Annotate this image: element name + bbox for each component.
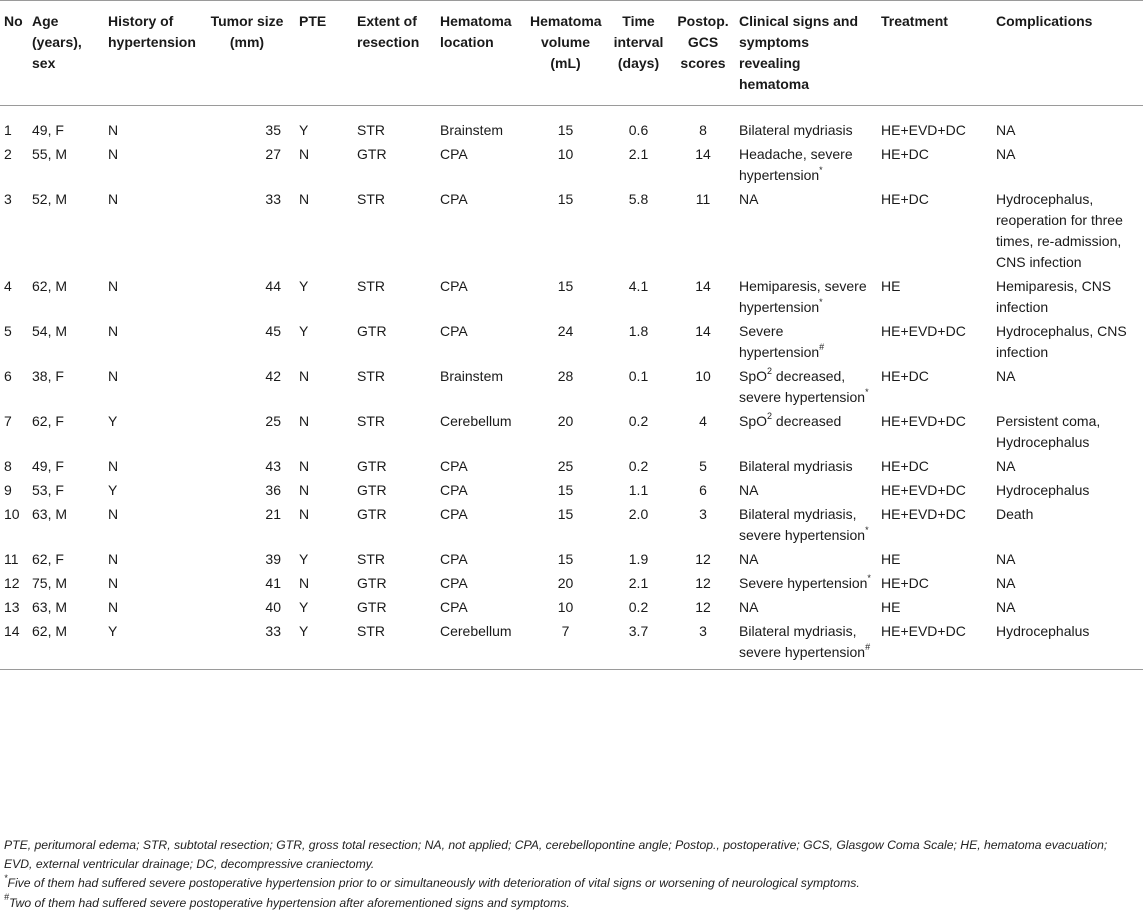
cell-time-interval: 1.1 [628,482,649,498]
cell-time-interval: 0.1 [628,368,649,384]
cell-clinical-signs: Bilateral mydriasis, severe hypertension# [739,623,871,660]
footnote-hash-mark: # [4,892,10,903]
cell-pte: Y [299,122,309,138]
cell-tumor-size: 36 [265,482,281,498]
cell-treatment: HE+EVD+DC [881,506,966,522]
cell-clinical-signs: Bilateral mydriasis [739,458,853,474]
header-hematoma-location: Hematoma location [436,1,526,106]
cell-hematoma-volume: 28 [557,368,574,384]
cell-age-sex: 63, M [32,599,68,615]
cell-age-sex: 62, F [32,551,64,567]
cell-tumor-size: 43 [265,458,281,474]
cell-complications: Death [996,506,1034,522]
cell-complications: Hydrocephalus [996,482,1090,498]
cell-hematoma-location: CPA [440,278,468,294]
cell-complications: NA [996,599,1016,615]
cell-extent-resection: GTR [357,599,387,615]
header-extent-resection: Extent of resection [353,1,436,106]
cell-gcs-score: 14 [695,323,711,339]
cell-time-interval: 1.8 [628,323,649,339]
cell-gcs-score: 12 [695,575,711,591]
cell-no: 3 [4,191,12,207]
cell-time-interval: 0.2 [628,413,649,429]
cell-pte: N [299,482,310,498]
cell-hematoma-volume: 20 [557,413,574,429]
cell-history-hypertension: N [108,506,119,522]
cell-no: 14 [4,623,20,639]
cell-hematoma-volume: 15 [557,551,574,567]
cell-pte: Y [299,623,309,639]
header-clinical-signs: Clinical signs and symptoms revealing hematoma [735,1,877,106]
cell-complications: Persistent coma, Hydrocephalus [996,413,1101,450]
table-body [0,106,1143,670]
cell-treatment: HE+EVD+DC [881,482,966,498]
cell-hematoma-volume: 15 [557,122,574,138]
cell-pte: Y [299,323,309,339]
cell-tumor-size: 33 [265,623,281,639]
header-hematoma-volume: Hematoma volume (mL) [526,1,606,106]
cell-time-interval: 2.1 [628,146,649,162]
header-complications: Complications [992,1,1143,106]
cell-time-interval: 0.2 [628,599,649,615]
cell-gcs-score: 6 [699,482,707,498]
cell-tumor-size: 45 [265,323,281,339]
cell-tumor-size: 44 [265,278,281,294]
cell-hematoma-location: CPA [440,458,468,474]
cell-hematoma-location: CPA [440,146,468,162]
cell-gcs-score: 14 [695,146,711,162]
cell-no: 5 [4,323,12,339]
cell-history-hypertension: N [108,551,119,567]
cell-gcs-score: 12 [695,599,711,615]
cell-time-interval: 1.9 [628,551,649,567]
cell-treatment: HE+EVD+DC [881,623,966,639]
cell-clinical-signs: Bilateral mydriasis [739,122,853,138]
cell-gcs-score: 10 [695,368,711,384]
cell-hematoma-location: CPA [440,575,468,591]
cell-hematoma-location: CPA [440,551,468,567]
cell-hematoma-volume: 10 [557,146,574,162]
table-row [0,549,1143,573]
cell-age-sex: 49, F [32,122,64,138]
cell-age-sex: 53, F [32,482,64,498]
cell-gcs-score: 4 [699,413,707,429]
cell-gcs-score: 11 [695,191,711,207]
cell-history-hypertension: Y [108,482,118,498]
cell-history-hypertension: N [108,146,119,162]
cell-treatment: HE+DC [881,368,929,384]
cell-history-hypertension: N [108,599,119,615]
table-row [0,144,1143,189]
cell-no: 8 [4,458,12,474]
cell-extent-resection: GTR [357,506,387,522]
table-row [0,189,1143,276]
cell-no: 9 [4,482,12,498]
cell-clinical-signs: Severe hypertension* [739,573,871,591]
cell-no: 1 [4,122,12,138]
cell-history-hypertension: N [108,575,119,591]
table-row [0,456,1143,480]
table-row [0,480,1143,504]
cell-hematoma-location: Brainstem [440,122,504,138]
cell-complications: Hydrocephalus, reoperation for three times, re-admission, CNS infection [996,191,1123,270]
cell-complications: NA [996,146,1016,162]
table-row [0,411,1143,456]
cell-pte: N [299,506,310,522]
cell-hematoma-volume: 20 [557,575,574,591]
cell-hematoma-location: CPA [440,191,468,207]
cell-history-hypertension: Y [108,623,118,639]
cell-no: 10 [4,506,20,522]
cell-gcs-score: 8 [699,122,707,138]
cell-complications: NA [996,458,1016,474]
cell-extent-resection: STR [357,551,385,567]
cell-hematoma-volume: 7 [561,623,570,639]
cell-history-hypertension: N [108,122,119,138]
cell-pte: N [299,146,310,162]
cell-clinical-signs: SpO$^2$ decreased, severe hypertension* [739,366,869,405]
cell-treatment: HE [881,278,901,294]
cell-hematoma-volume: 15 [557,278,574,294]
cell-age-sex: 62, M [32,278,68,294]
cell-extent-resection: GTR [357,482,387,498]
cell-time-interval: 5.8 [628,191,649,207]
cell-time-interval: 0.2 [628,458,649,474]
cell-hematoma-volume: 25 [557,458,574,474]
cell-age-sex: 54, M [32,323,68,339]
cell-clinical-signs: NA [739,599,759,615]
footnote-star-text: Five of them had suffered severe postoperative hypertension prior to or simultaneously with deterioration of vital signs or worsening of neurological symptoms. [7,876,860,890]
header-gcs-scores: Postop. GCS scores [672,1,735,106]
header-treatment: Treatment [877,1,992,106]
cell-gcs-score: 3 [699,506,707,522]
cell-no: 13 [4,599,20,615]
cell-hematoma-location: Cerebellum [440,413,512,429]
cell-history-hypertension: N [108,458,119,474]
cell-time-interval: 2.0 [628,506,649,522]
table-row [0,573,1143,597]
cell-complications: Hemiparesis, CNS infection [996,278,1112,315]
cell-complications: NA [996,368,1016,384]
cell-no: 12 [4,575,20,591]
cell-history-hypertension: Y [108,413,118,429]
footnote-star [4,874,1139,893]
cell-complications: Hydrocephalus [996,623,1090,639]
cell-tumor-size: 33 [265,191,281,207]
cell-tumor-size: 35 [265,122,281,138]
cell-tumor-size: 21 [265,506,281,522]
cell-time-interval: 4.1 [628,278,649,294]
cell-tumor-size: 25 [265,413,281,429]
header-age-sex: Age (years), sex [28,1,104,106]
cell-extent-resection: GTR [357,458,387,474]
cell-tumor-size: 41 [265,575,281,591]
cell-tumor-size: 42 [265,368,281,384]
cell-gcs-score: 5 [699,458,707,474]
cell-treatment: HE [881,599,901,615]
cell-hematoma-location: Cerebellum [440,623,512,639]
header-tumor-size: Tumor size (mm) [200,1,295,106]
cell-treatment: HE+DC [881,146,929,162]
cell-pte: Y [299,278,309,294]
table-row [0,597,1143,621]
header-time-interval: Time interval (days) [606,1,672,106]
cell-hematoma-location: Brainstem [440,368,504,384]
cell-hematoma-volume: 15 [557,506,574,522]
table-header [0,1,1143,106]
footnote-star-mark: * [4,872,8,883]
cell-no: 2 [4,146,12,162]
header-history-hypertension: History of hypertension [104,1,200,106]
cell-treatment: HE+DC [881,191,929,207]
cell-gcs-score: 3 [699,623,707,639]
cell-pte: N [299,575,310,591]
cell-pte: Y [299,599,309,615]
table-row [0,276,1143,321]
cell-treatment: HE+DC [881,458,929,474]
cell-age-sex: 63, M [32,506,68,522]
cell-extent-resection: STR [357,368,385,384]
cell-history-hypertension: N [108,323,119,339]
cell-complications: NA [996,551,1016,567]
footnote-hash [4,894,1139,913]
cell-clinical-signs: NA [739,482,759,498]
cell-clinical-signs: Hemiparesis, severe hypertension* [739,278,867,315]
cell-age-sex: 52, M [32,191,68,207]
table-row [0,366,1143,411]
cell-tumor-size: 27 [265,146,281,162]
cell-no: 6 [4,368,12,384]
cell-no: 7 [4,413,12,429]
table-row [0,106,1143,145]
footnote-hash-text: Two of them had suffered severe postoperative hypertension after aforementioned signs and symptoms. [9,895,570,910]
cell-clinical-signs: Headache, severe hypertension* [739,146,853,183]
table-row [0,621,1143,669]
cell-tumor-size: 40 [265,599,281,615]
cell-extent-resection: GTR [357,146,387,162]
footnote-abbreviations: PTE, peritumoral edema; STR, subtotal resection; GTR, gross total resection; NA, not applied; CPA, cerebellopontine angle; Postop., postoperative; GCS, Glasgow Coma Scale; HE, hematoma evacuation; EVD, external ventricular drainage; DC, decompressive craniectomy. [4,838,1108,871]
table-row [0,504,1143,549]
cell-extent-resection: GTR [357,323,387,339]
cell-history-hypertension: N [108,368,119,384]
cell-gcs-score: 14 [695,278,711,294]
cell-treatment: HE [881,551,901,567]
cell-age-sex: 62, F [32,413,64,429]
cell-history-hypertension: N [108,278,119,294]
cell-treatment: HE+EVD+DC [881,413,966,429]
cell-clinical-signs: NA [739,191,759,207]
cell-age-sex: 55, M [32,146,68,162]
cell-clinical-signs: Bilateral mydriasis, severe hypertension* [739,506,869,543]
cell-hematoma-volume: 10 [557,599,574,615]
cell-clinical-signs: SpO$^2$ decreased [739,411,842,429]
cell-extent-resection: STR [357,122,385,138]
cell-age-sex: 62, M [32,623,68,639]
cell-extent-resection: GTR [357,575,387,591]
table-row [0,321,1143,366]
cell-extent-resection: STR [357,191,385,207]
cell-clinical-signs: NA [739,551,759,567]
cell-extent-resection: STR [357,623,385,639]
cell-no: 4 [4,278,12,294]
cell-clinical-signs: Severe hypertension# [739,323,825,360]
cell-hematoma-location: CPA [440,506,468,522]
cell-gcs-score: 12 [695,551,711,567]
cell-treatment: HE+EVD+DC [881,323,966,339]
cell-age-sex: 49, F [32,458,64,474]
cell-complications: Hydrocephalus, CNS infection [996,323,1127,360]
cell-treatment: HE+EVD+DC [881,122,966,138]
cell-treatment: HE+DC [881,575,929,591]
cell-time-interval: 0.6 [628,122,649,138]
cell-age-sex: 75, M [32,575,68,591]
cell-hematoma-volume: 15 [557,191,574,207]
cell-pte: N [299,413,310,429]
cell-pte: N [299,458,310,474]
cell-hematoma-volume: 15 [557,482,574,498]
cell-hematoma-location: CPA [440,599,468,615]
table-footnotes [4,836,1139,913]
cell-complications: NA [996,122,1016,138]
cell-hematoma-location: CPA [440,323,468,339]
cell-hematoma-volume: 24 [557,323,574,339]
cell-time-interval: 2.1 [628,575,649,591]
cell-pte: Y [299,551,309,567]
cell-time-interval: 3.7 [628,623,649,639]
cell-extent-resection: STR [357,278,385,294]
cell-extent-resection: STR [357,413,385,429]
cell-pte: N [299,368,310,384]
cell-no: 11 [4,551,19,567]
cell-history-hypertension: N [108,191,119,207]
header-no: No [0,1,28,106]
header-pte: PTE [295,1,353,106]
cell-age-sex: 38, F [32,368,64,384]
cell-hematoma-location: CPA [440,482,468,498]
cell-tumor-size: 39 [265,551,281,567]
cell-complications: NA [996,575,1016,591]
cell-pte: N [299,191,310,207]
table-bottom-rule [0,669,1143,670]
